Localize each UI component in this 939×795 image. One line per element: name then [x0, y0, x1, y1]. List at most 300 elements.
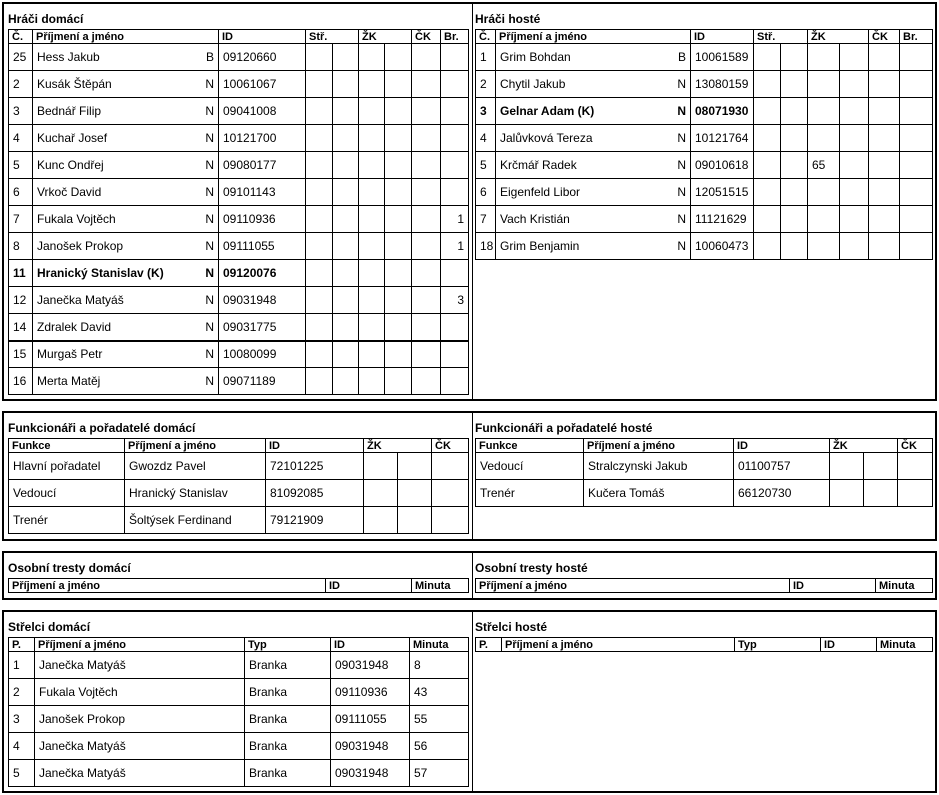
official-yellow-card-cell: [864, 480, 898, 507]
official-yellow-card-cell: [364, 507, 398, 534]
player-id: 09010618: [691, 152, 754, 179]
official-yellow-card-cell: [398, 507, 432, 534]
player-name-text: Janošek Prokop: [37, 239, 124, 253]
player-red-card-cell: [412, 125, 441, 152]
player-name: [496, 152, 691, 179]
player-yellow-card-cell: [840, 179, 869, 206]
player-id: 09120076: [219, 260, 306, 287]
player-goals-cell: [781, 233, 808, 260]
col-goalie-goals: Br.: [441, 30, 469, 44]
table-header: [476, 579, 933, 593]
player-yellow-card-cell: [385, 44, 412, 71]
player-flag: N: [205, 293, 214, 307]
col-name: Příjmení a jméno: [496, 30, 691, 44]
official-role: Trenér: [9, 507, 125, 534]
player-number: 7: [476, 206, 496, 233]
away-scorers-table: [475, 637, 933, 652]
official-red-card-cell: [898, 453, 933, 480]
player-goalie-goals: [900, 206, 933, 233]
away-players-panel: [471, 4, 935, 399]
table-row: [9, 480, 469, 507]
player-flag: N: [205, 319, 214, 334]
table-row: [476, 233, 933, 260]
player-flag: N: [205, 212, 214, 226]
player-yellow-card-cell: [359, 71, 385, 98]
player-number: 2: [476, 71, 496, 98]
player-red-card-cell: [412, 152, 441, 179]
player-number: 12: [9, 287, 33, 314]
col-yellow-card: ŽK: [359, 30, 412, 44]
player-red-card-cell: [412, 206, 441, 233]
player-name-text: Kusák Štěpán: [37, 77, 112, 91]
away-penalties-title: Osobní tresty hosté: [475, 561, 588, 575]
scorer-minute: 55: [410, 706, 469, 733]
player-yellow-card-cell: [359, 179, 385, 206]
player-name-text: Murgaš Petr: [37, 347, 103, 362]
player-flag: N: [677, 239, 686, 253]
player-flag: B: [677, 50, 686, 64]
player-name-text: Grim Benjamin: [500, 239, 580, 253]
col-red-card: ČK: [412, 30, 441, 44]
player-id: 08071930: [691, 98, 754, 125]
player-number: 5: [476, 152, 496, 179]
player-goals-cell: [754, 179, 781, 206]
player-goals-cell: [306, 206, 333, 233]
player-goalie-goals: [900, 44, 933, 71]
col-name: Příjmení a jméno: [502, 638, 735, 652]
col-id: ID: [326, 579, 412, 593]
player-goalie-goals: [441, 152, 469, 179]
player-yellow-card-cell: [808, 44, 840, 71]
home-players-title: Hráči domácí: [8, 12, 84, 26]
player-yellow-card-cell: [385, 71, 412, 98]
player-red-card-cell: [869, 125, 900, 152]
player-goalie-goals: [900, 125, 933, 152]
player-yellow-card-cell: [359, 206, 385, 233]
player-number: 1: [476, 44, 496, 71]
player-name: [496, 125, 691, 152]
player-name: [33, 287, 219, 314]
away-officials-panel: [471, 413, 935, 539]
official-yellow-card-cell: [398, 480, 432, 507]
player-goals-cell: [781, 152, 808, 179]
player-yellow-card-cell: [385, 98, 412, 125]
player-id: 09041008: [219, 98, 306, 125]
player-goalie-goals: [900, 179, 933, 206]
player-goalie-goals: [441, 179, 469, 206]
away-players-table: [475, 29, 933, 260]
player-red-card-cell: [869, 206, 900, 233]
player-goals-cell: [781, 125, 808, 152]
player-name-text: Gelnar Adam (K): [500, 104, 595, 118]
col-name: Příjmení a jméno: [33, 30, 219, 44]
player-goalie-goals: [441, 314, 469, 341]
player-yellow-card-cell: [840, 233, 869, 260]
col-number: Č.: [9, 30, 33, 44]
official-name: Stralczynski Jakub: [584, 453, 734, 480]
player-yellow-card-cell: [808, 98, 840, 125]
player-goals-cell: [306, 341, 333, 368]
player-goals-cell: [333, 71, 359, 98]
player-name-text: Eigenfeld Libor: [500, 185, 581, 199]
col-id: ID: [331, 638, 410, 652]
scorer-name: Janošek Prokop: [35, 706, 245, 733]
player-goals-cell: [781, 179, 808, 206]
player-goals-cell: [306, 314, 333, 341]
col-yellow-card: ŽK: [808, 30, 869, 44]
col-minute: Minuta: [877, 638, 933, 652]
player-name-text: Hranický Stanislav (K): [37, 266, 164, 280]
col-red-card: ČK: [898, 439, 933, 453]
home-officials-table: [8, 438, 469, 534]
official-id: 66120730: [734, 480, 830, 507]
player-name-text: Hess Jakub: [37, 50, 100, 64]
table-row: [9, 760, 469, 787]
col-red-card: ČK: [869, 30, 900, 44]
table-row: [476, 206, 933, 233]
table-row: [9, 507, 469, 534]
player-flag: N: [677, 131, 686, 145]
player-goals-cell: [306, 44, 333, 71]
player-goalie-goals: [900, 98, 933, 125]
player-flag: N: [205, 374, 214, 388]
player-flag: N: [677, 185, 686, 199]
player-goalie-goals: [441, 260, 469, 287]
home-players-panel: [4, 4, 473, 399]
player-number: 16: [9, 368, 33, 395]
col-id: ID: [734, 439, 830, 453]
player-goalie-goals: [441, 368, 469, 395]
player-red-card-cell: [412, 179, 441, 206]
player-goalie-goals: 1: [441, 233, 469, 260]
player-yellow-card-cell: [808, 179, 840, 206]
player-flag: N: [205, 104, 214, 118]
scorer-minute: 43: [410, 679, 469, 706]
player-yellow-card-cell: [840, 98, 869, 125]
player-flag: N: [205, 185, 214, 199]
col-order: P.: [476, 638, 502, 652]
player-goals-cell: [306, 125, 333, 152]
player-goals-cell: [333, 152, 359, 179]
player-id: 09080177: [219, 152, 306, 179]
player-id: 13080159: [691, 71, 754, 98]
player-red-card-cell: [412, 98, 441, 125]
col-yellow-card: ŽK: [364, 439, 432, 453]
col-type: Typ: [245, 638, 331, 652]
col-minute: Minuta: [876, 579, 933, 593]
col-name: Příjmení a jméno: [476, 579, 790, 593]
official-name: Hranický Stanislav: [125, 480, 266, 507]
player-goals-cell: [333, 125, 359, 152]
player-yellow-card-cell: [840, 206, 869, 233]
player-yellow-card-cell: [359, 44, 385, 71]
home-officials-panel: [4, 413, 473, 539]
player-goals-cell: [333, 98, 359, 125]
home-penalties-title: Osobní tresty domácí: [8, 561, 131, 575]
col-role: Funkce: [476, 439, 584, 453]
player-number: 6: [476, 179, 496, 206]
table-row: [9, 98, 469, 125]
player-goals-cell: [781, 206, 808, 233]
scorer-name: Janečka Matyáš: [35, 652, 245, 679]
player-yellow-card-cell: [840, 152, 869, 179]
penalties-section: [2, 551, 937, 600]
player-yellow-card-cell: [359, 125, 385, 152]
table-row: [476, 44, 933, 71]
player-name-text: Zdralek David: [37, 319, 112, 334]
official-name: Kučera Tomáš: [584, 480, 734, 507]
player-name-text: Bednář Filip: [37, 104, 102, 118]
player-goals-cell: [754, 233, 781, 260]
table-row: [9, 125, 469, 152]
table-header: [476, 638, 933, 652]
player-goals-cell: [333, 233, 359, 260]
table-row: [9, 71, 469, 98]
player-goalie-goals: [900, 152, 933, 179]
scorer-order: 1: [9, 652, 35, 679]
table-row: [9, 206, 469, 233]
scorer-minute: 8: [410, 652, 469, 679]
table-row: [9, 679, 469, 706]
player-yellow-card-cell: [840, 44, 869, 71]
scorer-type: Branka: [245, 706, 331, 733]
player-yellow-card-cell: [359, 152, 385, 179]
player-name: [33, 341, 219, 368]
player-goals-cell: [333, 179, 359, 206]
table-header: [9, 638, 469, 652]
home-officials-title: Funkcionáři a pořadatelé domácí: [8, 421, 196, 435]
official-yellow-card-cell: [864, 453, 898, 480]
player-name-text: Chytil Jakub: [500, 77, 566, 91]
col-name: Příjmení a jméno: [35, 638, 245, 652]
table-row: [476, 71, 933, 98]
home-penalties-table: [8, 578, 469, 593]
table-row: [9, 314, 469, 341]
official-id: 72101225: [266, 453, 364, 480]
official-role: Hlavní pořadatel: [9, 453, 125, 480]
table-row: [476, 179, 933, 206]
col-minute: Minuta: [412, 579, 469, 593]
player-red-card-cell: [869, 152, 900, 179]
official-name: Gwozdz Pavel: [125, 453, 266, 480]
away-players-title: Hráči hosté: [475, 12, 541, 26]
player-name-text: Krčmář Radek: [500, 158, 577, 172]
player-goals-cell: [754, 206, 781, 233]
home-scorers-title: Střelci domácí: [8, 620, 91, 634]
player-number: 3: [476, 98, 496, 125]
player-id: 10080099: [219, 341, 306, 368]
player-goalie-goals: [441, 125, 469, 152]
player-name: [33, 206, 219, 233]
player-goals-cell: [781, 98, 808, 125]
table-row: [9, 152, 469, 179]
scorer-order: 5: [9, 760, 35, 787]
player-goalie-goals: 3: [441, 287, 469, 314]
player-flag: N: [205, 131, 214, 145]
player-goals-cell: [333, 314, 359, 341]
player-name: [33, 233, 219, 260]
player-red-card-cell: [412, 260, 441, 287]
player-flag: N: [205, 77, 214, 91]
player-yellow-card-cell: [385, 260, 412, 287]
player-number: 7: [9, 206, 33, 233]
away-officials-table: [475, 438, 933, 507]
player-goals-cell: [306, 152, 333, 179]
player-id: 09071189: [219, 368, 306, 395]
player-name: [33, 260, 219, 287]
official-red-card-cell: [432, 507, 469, 534]
table-header: [9, 30, 469, 44]
player-yellow-card-cell: [385, 368, 412, 395]
player-red-card-cell: [869, 98, 900, 125]
player-goals-cell: [333, 341, 359, 368]
player-number: 11: [9, 260, 33, 287]
player-yellow-card-cell: [840, 125, 869, 152]
player-id: 09120660: [219, 44, 306, 71]
player-red-card-cell: [869, 179, 900, 206]
table-row: [9, 341, 469, 368]
player-goalie-goals: [441, 98, 469, 125]
official-role: Vedoucí: [9, 480, 125, 507]
scorer-type: Branka: [245, 679, 331, 706]
table-row: [9, 179, 469, 206]
player-goals-cell: [306, 368, 333, 395]
col-red-card: ČK: [432, 439, 469, 453]
player-yellow-card-cell: [359, 260, 385, 287]
player-id: 11121629: [691, 206, 754, 233]
player-id: 09111055: [219, 233, 306, 260]
table-row: [9, 453, 469, 480]
away-penalties-panel: [471, 553, 935, 598]
player-name: [33, 125, 219, 152]
player-id: 09110936: [219, 206, 306, 233]
player-goalie-goals: [900, 233, 933, 260]
player-yellow-card-cell: [359, 341, 385, 368]
player-yellow-card-cell: [385, 314, 412, 341]
scorer-minute: 56: [410, 733, 469, 760]
player-id: 10061589: [691, 44, 754, 71]
col-id: ID: [266, 439, 364, 453]
player-red-card-cell: [412, 287, 441, 314]
table-row: [476, 98, 933, 125]
scorer-name: Janečka Matyáš: [35, 733, 245, 760]
col-goals: Stř.: [754, 30, 808, 44]
col-role: Funkce: [9, 439, 125, 453]
player-goals-cell: [333, 287, 359, 314]
player-number: 6: [9, 179, 33, 206]
player-goalie-goals: [441, 341, 469, 368]
table-row: [9, 44, 469, 71]
player-id: 10121764: [691, 125, 754, 152]
player-name: [33, 152, 219, 179]
player-goals-cell: [781, 44, 808, 71]
player-name-text: Kuchař Josef: [37, 131, 108, 145]
col-id: ID: [821, 638, 877, 652]
player-name-text: Jalůvková Tereza: [500, 131, 593, 145]
player-yellow-card-cell: [385, 152, 412, 179]
official-role: Trenér: [476, 480, 584, 507]
player-yellow-card-cell: [808, 206, 840, 233]
table-row: [9, 368, 469, 395]
official-id: 79121909: [266, 507, 364, 534]
scorer-type: Branka: [245, 733, 331, 760]
player-flag: N: [205, 347, 214, 362]
table-row: [9, 233, 469, 260]
player-name: [33, 98, 219, 125]
col-goals: Stř.: [306, 30, 359, 44]
col-type: Typ: [735, 638, 821, 652]
col-number: Č.: [476, 30, 496, 44]
table-header: [476, 30, 933, 44]
player-yellow-card-cell: [385, 233, 412, 260]
player-yellow-card-cell: [808, 233, 840, 260]
player-name-text: Vrkoč David: [37, 185, 102, 199]
player-id: 10061067: [219, 71, 306, 98]
player-red-card-cell: [412, 341, 441, 368]
scorer-id: 09110936: [331, 679, 410, 706]
table-row: [476, 453, 933, 480]
player-goals-cell: [333, 206, 359, 233]
table-header: [9, 439, 469, 453]
player-red-card-cell: [412, 233, 441, 260]
player-flag: N: [677, 77, 686, 91]
player-goals-cell: [754, 98, 781, 125]
col-minute: Minuta: [410, 638, 469, 652]
player-goalie-goals: [441, 71, 469, 98]
player-name: [33, 71, 219, 98]
table-row: [9, 706, 469, 733]
player-flag: N: [677, 212, 686, 226]
scorer-name: Janečka Matyáš: [35, 760, 245, 787]
player-number: 18: [476, 233, 496, 260]
col-name: Příjmení a jméno: [9, 579, 326, 593]
col-yellow-card: ŽK: [830, 439, 898, 453]
player-red-card-cell: [412, 368, 441, 395]
col-order: P.: [9, 638, 35, 652]
scorer-order: 4: [9, 733, 35, 760]
player-name: [496, 44, 691, 71]
official-role: Vedoucí: [476, 453, 584, 480]
player-yellow-card-cell: [385, 287, 412, 314]
player-red-card-cell: [869, 233, 900, 260]
player-flag: N: [677, 158, 686, 172]
player-goals-cell: [306, 179, 333, 206]
player-name: [33, 368, 219, 395]
player-name: [496, 179, 691, 206]
scorer-minute: 57: [410, 760, 469, 787]
player-number: 2: [9, 71, 33, 98]
player-yellow-card-cell: [385, 179, 412, 206]
player-goals-cell: [306, 98, 333, 125]
official-red-card-cell: [432, 480, 469, 507]
player-name-text: Fukala Vojtěch: [37, 212, 116, 226]
player-name-text: Kunc Ondřej: [37, 158, 104, 172]
official-id: 81092085: [266, 480, 364, 507]
player-yellow-card-cell: [359, 314, 385, 341]
player-name: [33, 44, 219, 71]
home-players-table: [8, 29, 469, 395]
player-goalie-goals: [441, 44, 469, 71]
away-officials-title: Funkcionáři a pořadatelé hosté: [475, 421, 653, 435]
player-name: [496, 233, 691, 260]
player-number: 8: [9, 233, 33, 260]
table-row: [476, 152, 933, 179]
player-goals-cell: [333, 368, 359, 395]
player-number: 3: [9, 98, 33, 125]
table-row: [9, 260, 469, 287]
player-number: 5: [9, 152, 33, 179]
player-yellow-card-cell: [359, 233, 385, 260]
